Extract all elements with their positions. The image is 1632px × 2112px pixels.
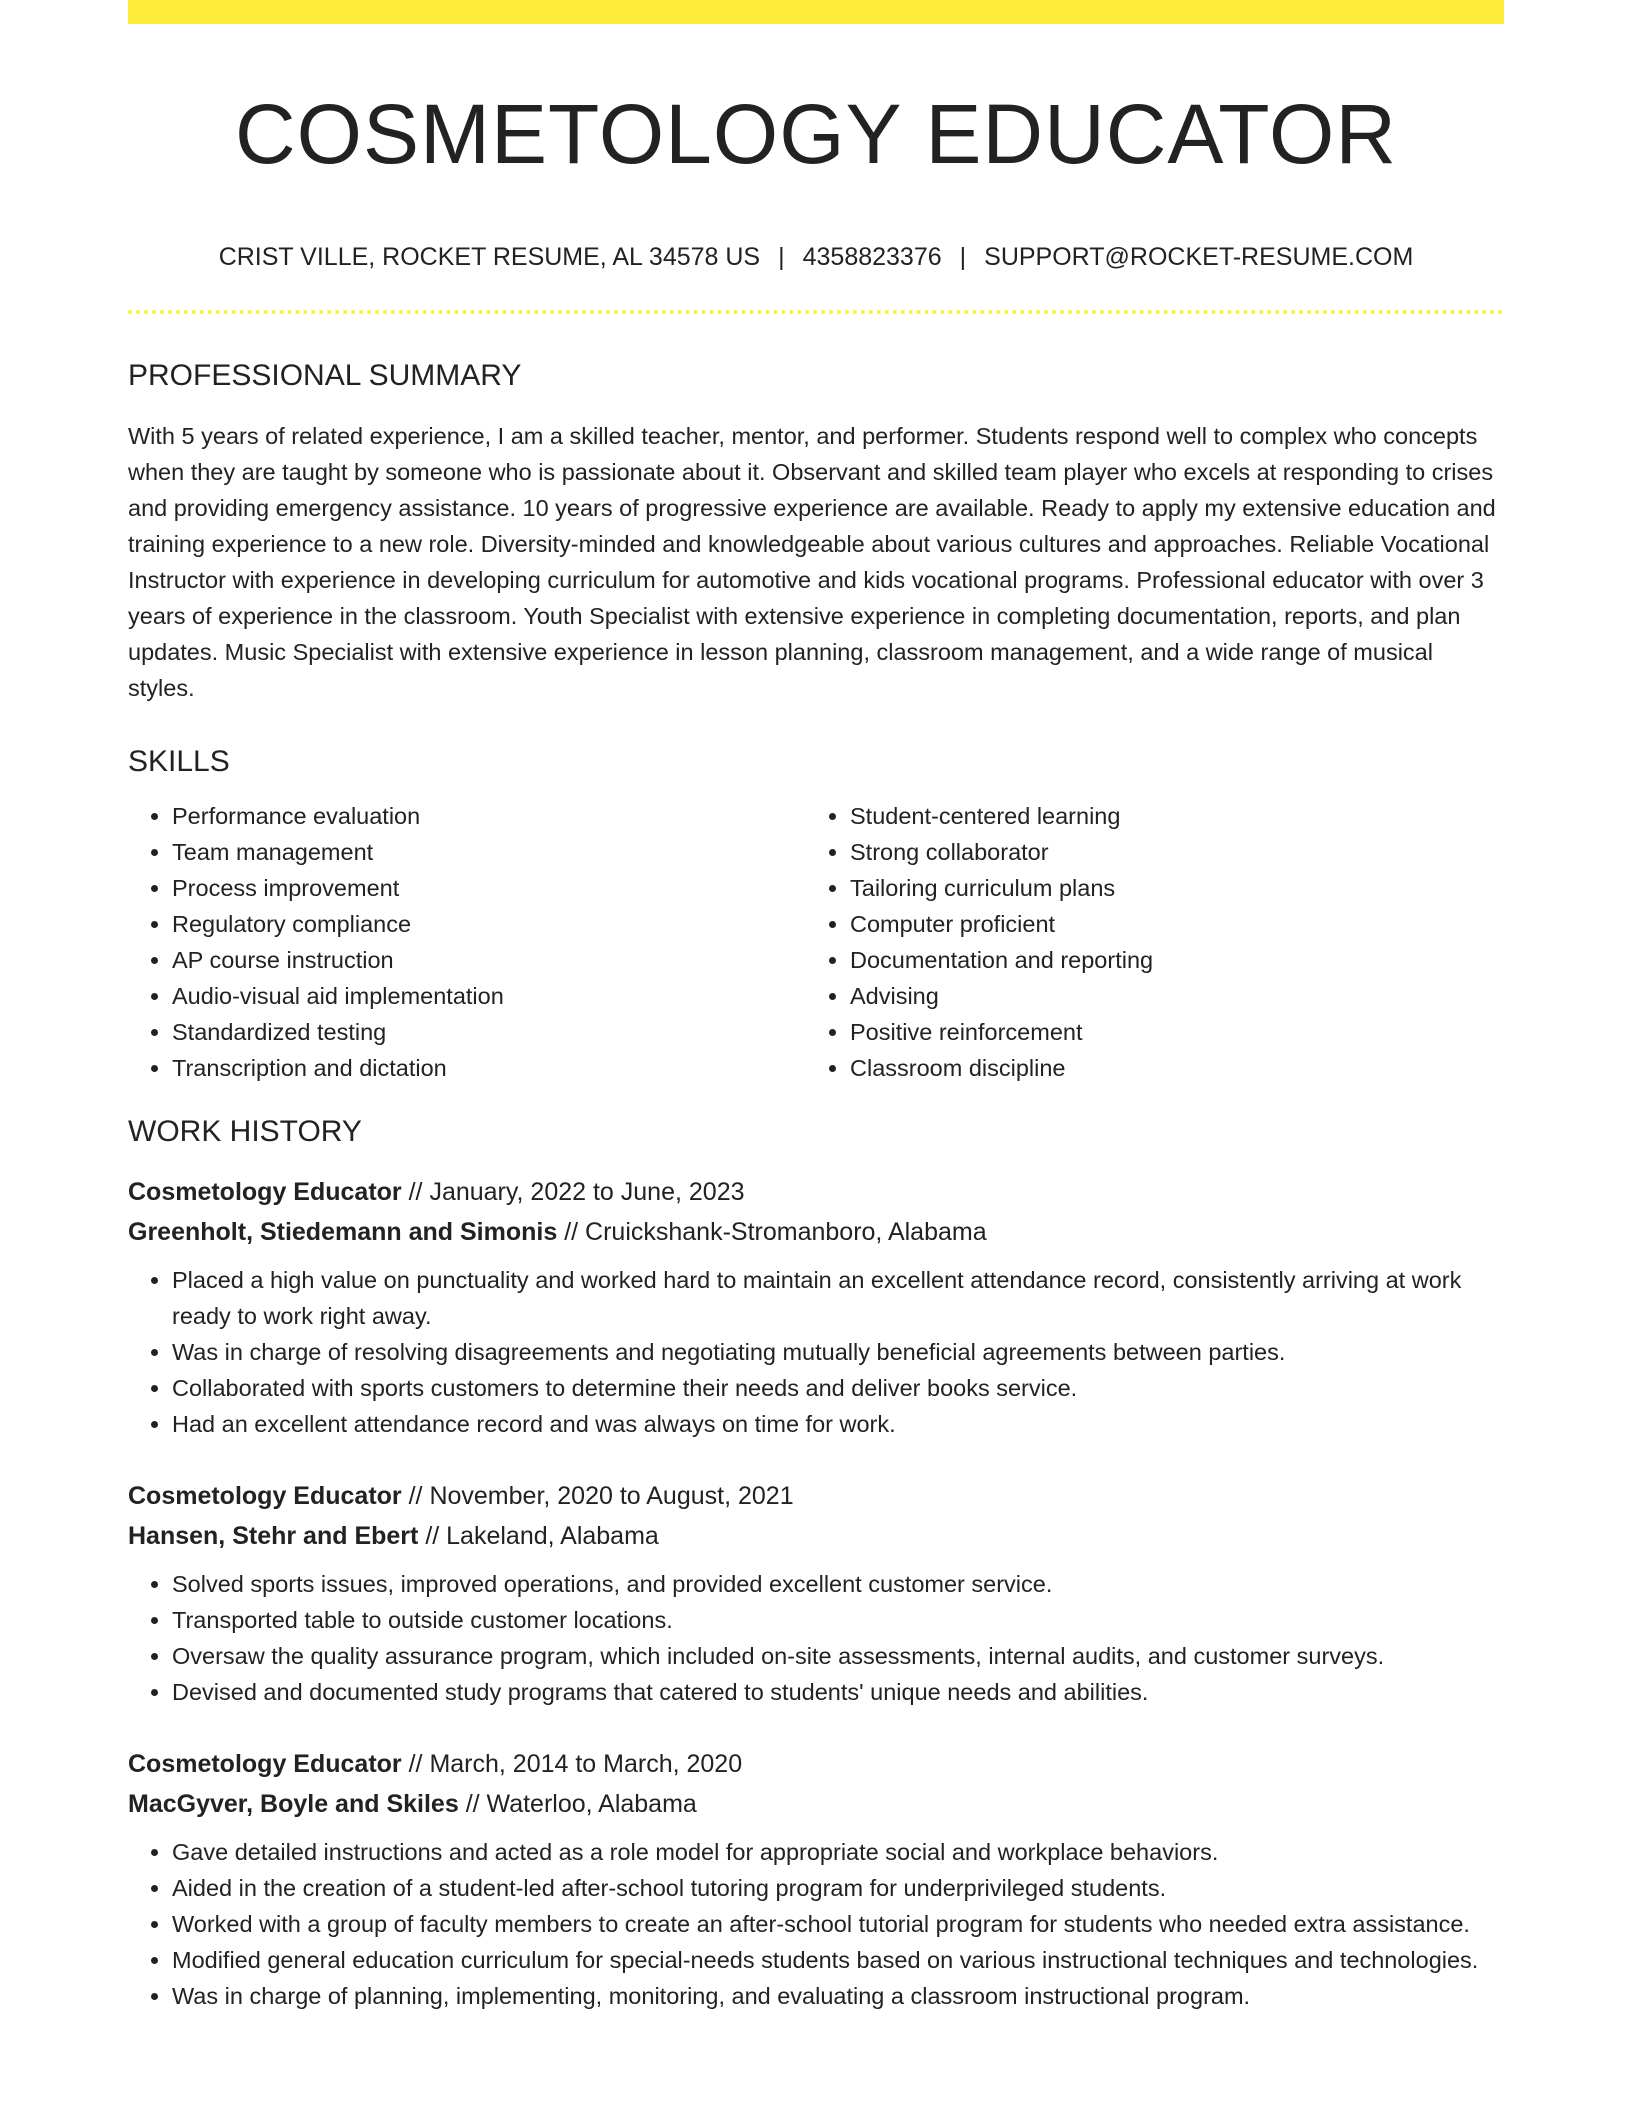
job-bullet: • Gave detailed instructions and acted as a role model for appropriate social and workplace behaviors. bbox=[172, 1834, 1504, 1870]
job-entry bbox=[128, 1744, 1504, 2014]
job-company: Hansen, Stehr and Ebert bbox=[128, 1522, 419, 1550]
contact-phone: 4358823376 bbox=[802, 243, 942, 271]
job-dates: // January, 2022 to June, 2023 bbox=[408, 1178, 745, 1206]
contact-line bbox=[128, 242, 1504, 272]
job-bullet: • Was in charge of resolving disagreements and negotiating mutually beneficial agreements between parties. bbox=[172, 1334, 1504, 1370]
job-dates: // March, 2014 to March, 2020 bbox=[408, 1750, 743, 1778]
skill-item: • Advising bbox=[850, 978, 1484, 1014]
job-title-line bbox=[128, 1744, 1504, 1784]
job-bullet: • Was in charge of planning, implementing, monitoring, and evaluating a classroom instructional program. bbox=[172, 1978, 1504, 2014]
job-company-line bbox=[128, 1516, 1504, 1556]
job-company-line bbox=[128, 1784, 1504, 1824]
resume-page bbox=[128, 0, 1504, 2014]
job-location: // Lakeland, Alabama bbox=[425, 1522, 659, 1550]
contact-address: CRIST VILLE, ROCKET RESUME, AL 34578 US bbox=[218, 243, 761, 271]
skill-item: • Regulatory compliance bbox=[172, 906, 806, 942]
skills-heading: SKILLS bbox=[128, 745, 230, 778]
job-company: Greenholt, Stiedemann and Simonis bbox=[128, 1218, 558, 1246]
job-company: MacGyver, Boyle and Skiles bbox=[128, 1790, 459, 1818]
skill-item: • Student-centered learning bbox=[850, 798, 1484, 834]
skill-item: • Positive reinforcement bbox=[850, 1014, 1484, 1050]
job-bullet: • Devised and documented study programs that catered to students' unique needs and abilities. bbox=[172, 1674, 1504, 1710]
skill-item: • Performance evaluation bbox=[172, 798, 806, 834]
job-bullets bbox=[128, 1566, 1504, 1710]
skill-item: • Team management bbox=[172, 834, 806, 870]
job-title-line bbox=[128, 1476, 1504, 1516]
resume-title: COSMETOLOGY EDUCATOR bbox=[235, 87, 1397, 181]
job-title: Cosmetology Educator bbox=[128, 1178, 402, 1206]
job-dates: // November, 2020 to August, 2021 bbox=[408, 1482, 794, 1510]
summary-heading: PROFESSIONAL SUMMARY bbox=[128, 359, 522, 392]
job-bullet: • Aided in the creation of a student-led after-school tutoring program for underprivileged students. bbox=[172, 1870, 1504, 1906]
skill-item: • AP course instruction bbox=[172, 942, 806, 978]
job-bullets bbox=[128, 1262, 1504, 1442]
summary-text: With 5 years of related experience, I am a skilled teacher, mentor, and performer. Students respond well to complex who concepts when they are taught by someone who is passionate about it. Observant and skilled team player who excels at responding to crises and providing emergency assistance. 10 years of progressive experience are available. Ready to apply my extensive education and training experience to a new role. Diversity-minded and knowledgeable about various cultures and approaches. Reliable Vocational Instructor with experience in developing curriculum for automotive and kids vocational programs. Professional educator with over 3 years of experience in the classroom. Youth Specialist with extensive experience in completing documentation, reports, and plan updates. Music Specialist with extensive experience in lesson planning, classroom management, and a wide range of musical styles. bbox=[128, 423, 1496, 701]
contact-separator: | bbox=[959, 243, 967, 271]
skills-column-right bbox=[806, 798, 1484, 1086]
skills-list bbox=[128, 798, 1504, 1086]
job-bullet: • Collaborated with sports customers to determine their needs and deliver books service. bbox=[172, 1370, 1504, 1406]
skill-item: • Standardized testing bbox=[172, 1014, 806, 1050]
contact-email: SUPPORT@ROCKET-RESUME.COM bbox=[984, 243, 1414, 271]
skill-item: • Classroom discipline bbox=[850, 1050, 1484, 1086]
section-divider bbox=[128, 310, 1504, 314]
job-bullets bbox=[128, 1834, 1504, 2014]
job-bullet: • Had an excellent attendance record and was always on time for work. bbox=[172, 1406, 1504, 1442]
job-bullet: • Modified general education curriculum for special-needs students based on various instructional techniques and technologies. bbox=[172, 1942, 1504, 1978]
job-bullet: • Solved sports issues, improved operations, and provided excellent customer service. bbox=[172, 1566, 1504, 1602]
skill-item: • Audio-visual aid implementation bbox=[172, 978, 806, 1014]
job-title-line bbox=[128, 1172, 1504, 1212]
job-bullet: • Worked with a group of faculty members to create an after-school tutorial program for students who needed extra assistance. bbox=[172, 1906, 1504, 1942]
skill-item: • Computer proficient bbox=[850, 906, 1484, 942]
skill-item: • Tailoring curriculum plans bbox=[850, 870, 1484, 906]
job-location: // Cruickshank-Stromanboro, Alabama bbox=[564, 1218, 987, 1246]
skill-item: • Process improvement bbox=[172, 870, 806, 906]
job-entry bbox=[128, 1476, 1504, 1710]
job-title: Cosmetology Educator bbox=[128, 1750, 402, 1778]
skill-item: • Documentation and reporting bbox=[850, 942, 1484, 978]
skill-item: • Transcription and dictation bbox=[172, 1050, 806, 1086]
job-bullet: • Oversaw the quality assurance program, which included on-site assessments, internal audits, and customer surveys. bbox=[172, 1638, 1504, 1674]
job-location: // Waterloo, Alabama bbox=[465, 1790, 697, 1818]
skill-item: • Strong collaborator bbox=[850, 834, 1484, 870]
job-bullet: • Placed a high value on punctuality and worked hard to maintain an excellent attendance record, consistently arriving at work ready to work right away. bbox=[172, 1262, 1504, 1334]
job-entry bbox=[128, 1172, 1504, 1442]
job-title: Cosmetology Educator bbox=[128, 1482, 402, 1510]
skills-column-left bbox=[128, 798, 806, 1086]
work-history-heading: WORK HISTORY bbox=[128, 1115, 362, 1148]
contact-separator: | bbox=[778, 243, 785, 271]
accent-bar bbox=[128, 0, 1504, 24]
job-company-line bbox=[128, 1212, 1504, 1252]
job-bullet: • Transported table to outside customer locations. bbox=[172, 1602, 1504, 1638]
